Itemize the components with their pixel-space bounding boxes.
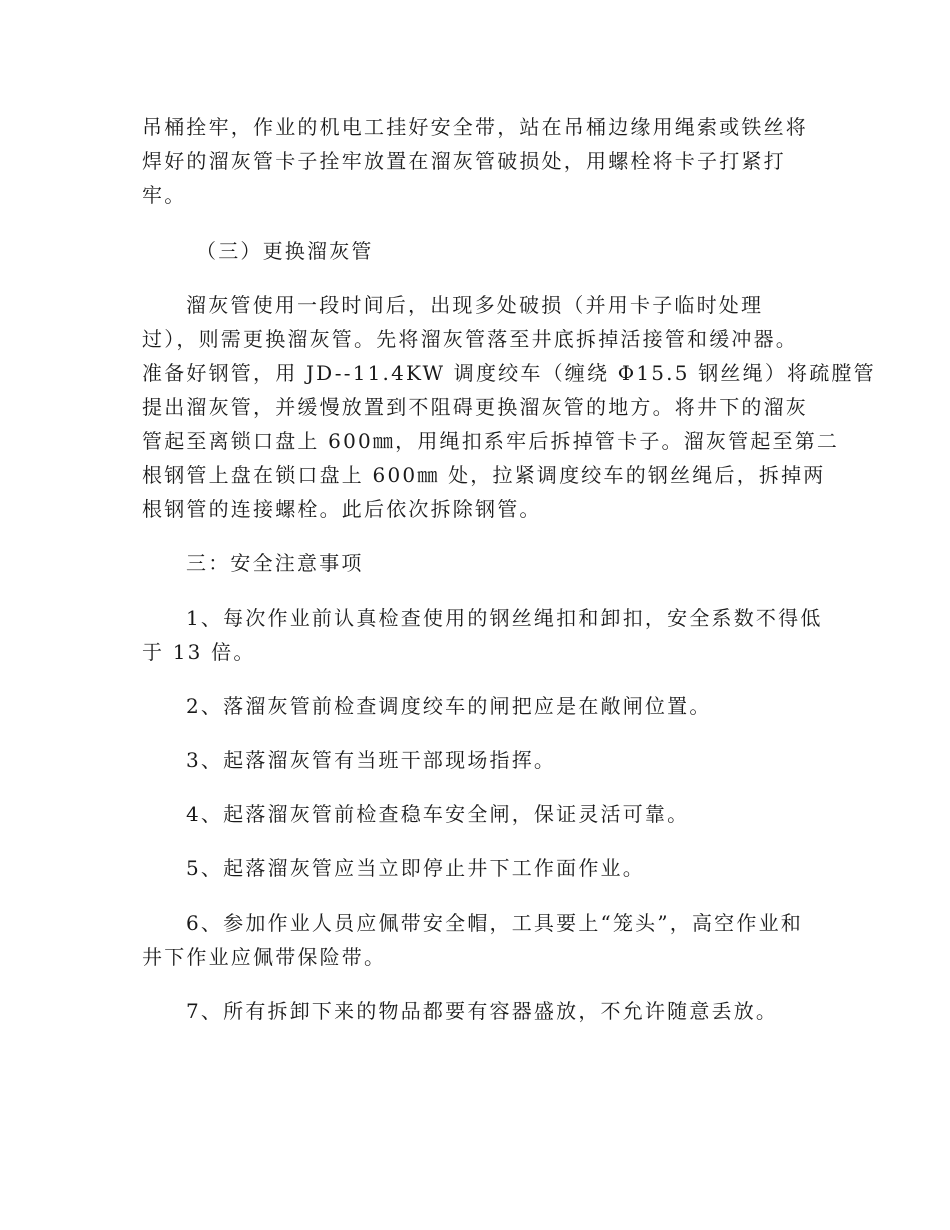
list-item: 3、起落溜灰管有当班干部现场指挥。 [186, 748, 557, 772]
list-item: 7、所有拆卸下来的物品都要有容器盛放，不允许随意丢放。 [186, 999, 779, 1023]
list-item-continuation: 井下作业应佩带保险带。 [142, 945, 387, 969]
list-item: 6、参加作业人员应佩带安全帽，工具要上“笼头”，高空作业和 [186, 911, 803, 935]
body-text-line: 焊好的溜灰管卡子拴牢放置在溜灰管破损处，用螺栓将卡子打紧打 [142, 149, 786, 173]
list-item-continuation: 于 13 倍。 [142, 640, 256, 664]
body-text-line: 过），则需更换溜灰管。先将溜灰管落至井底拆掉活接管和缓冲器。 [142, 327, 798, 351]
list-item: 4、起落溜灰管前检查稳车安全闸，保证灵活可靠。 [186, 802, 690, 826]
body-text-line: 根钢管上盘在锁口盘上 600㎜ 处，拉紧调度绞车的钢丝绳后，拆掉两 [142, 463, 826, 487]
body-text-line: 提出溜灰管，并缓慢放置到不阻碍更换溜灰管的地方。将井下的溜灰 [142, 395, 808, 419]
body-text-line: 溜灰管使用一段时间后，出现多处破损（并用卡子临时处理 [186, 293, 764, 317]
section-heading: （三）更换溜灰管 [196, 239, 374, 263]
list-item: 5、起落溜灰管应当立即停止井下工作面作业。 [186, 856, 645, 880]
section-heading: 三：安全注意事项 [186, 551, 364, 575]
list-item: 2、落溜灰管前检查调度绞车的闸把应是在敞闸位置。 [186, 694, 712, 718]
body-text-line: 管起至离锁口盘上 600㎜，用绳扣系牢后拆掉管卡子。溜灰管起至第二 [142, 429, 840, 453]
body-text-line: 吊桶拴牢，作业的机电工挂好安全带，站在吊桶边缘用绳索或铁丝将 [142, 115, 808, 139]
list-item: 1、每次作业前认真检查使用的钢丝绳扣和卸扣，安全系数不得低 [186, 606, 823, 630]
body-text-line: 牢。 [142, 183, 187, 207]
body-text-line: 根钢管的连接螺栓。此后依次拆除钢管。 [142, 497, 542, 521]
body-text-line: 准备好钢管，用 JD--11.4KW 调度绞车（缠绕 Φ15.5 钢丝绳）将疏膛管 [142, 361, 876, 385]
